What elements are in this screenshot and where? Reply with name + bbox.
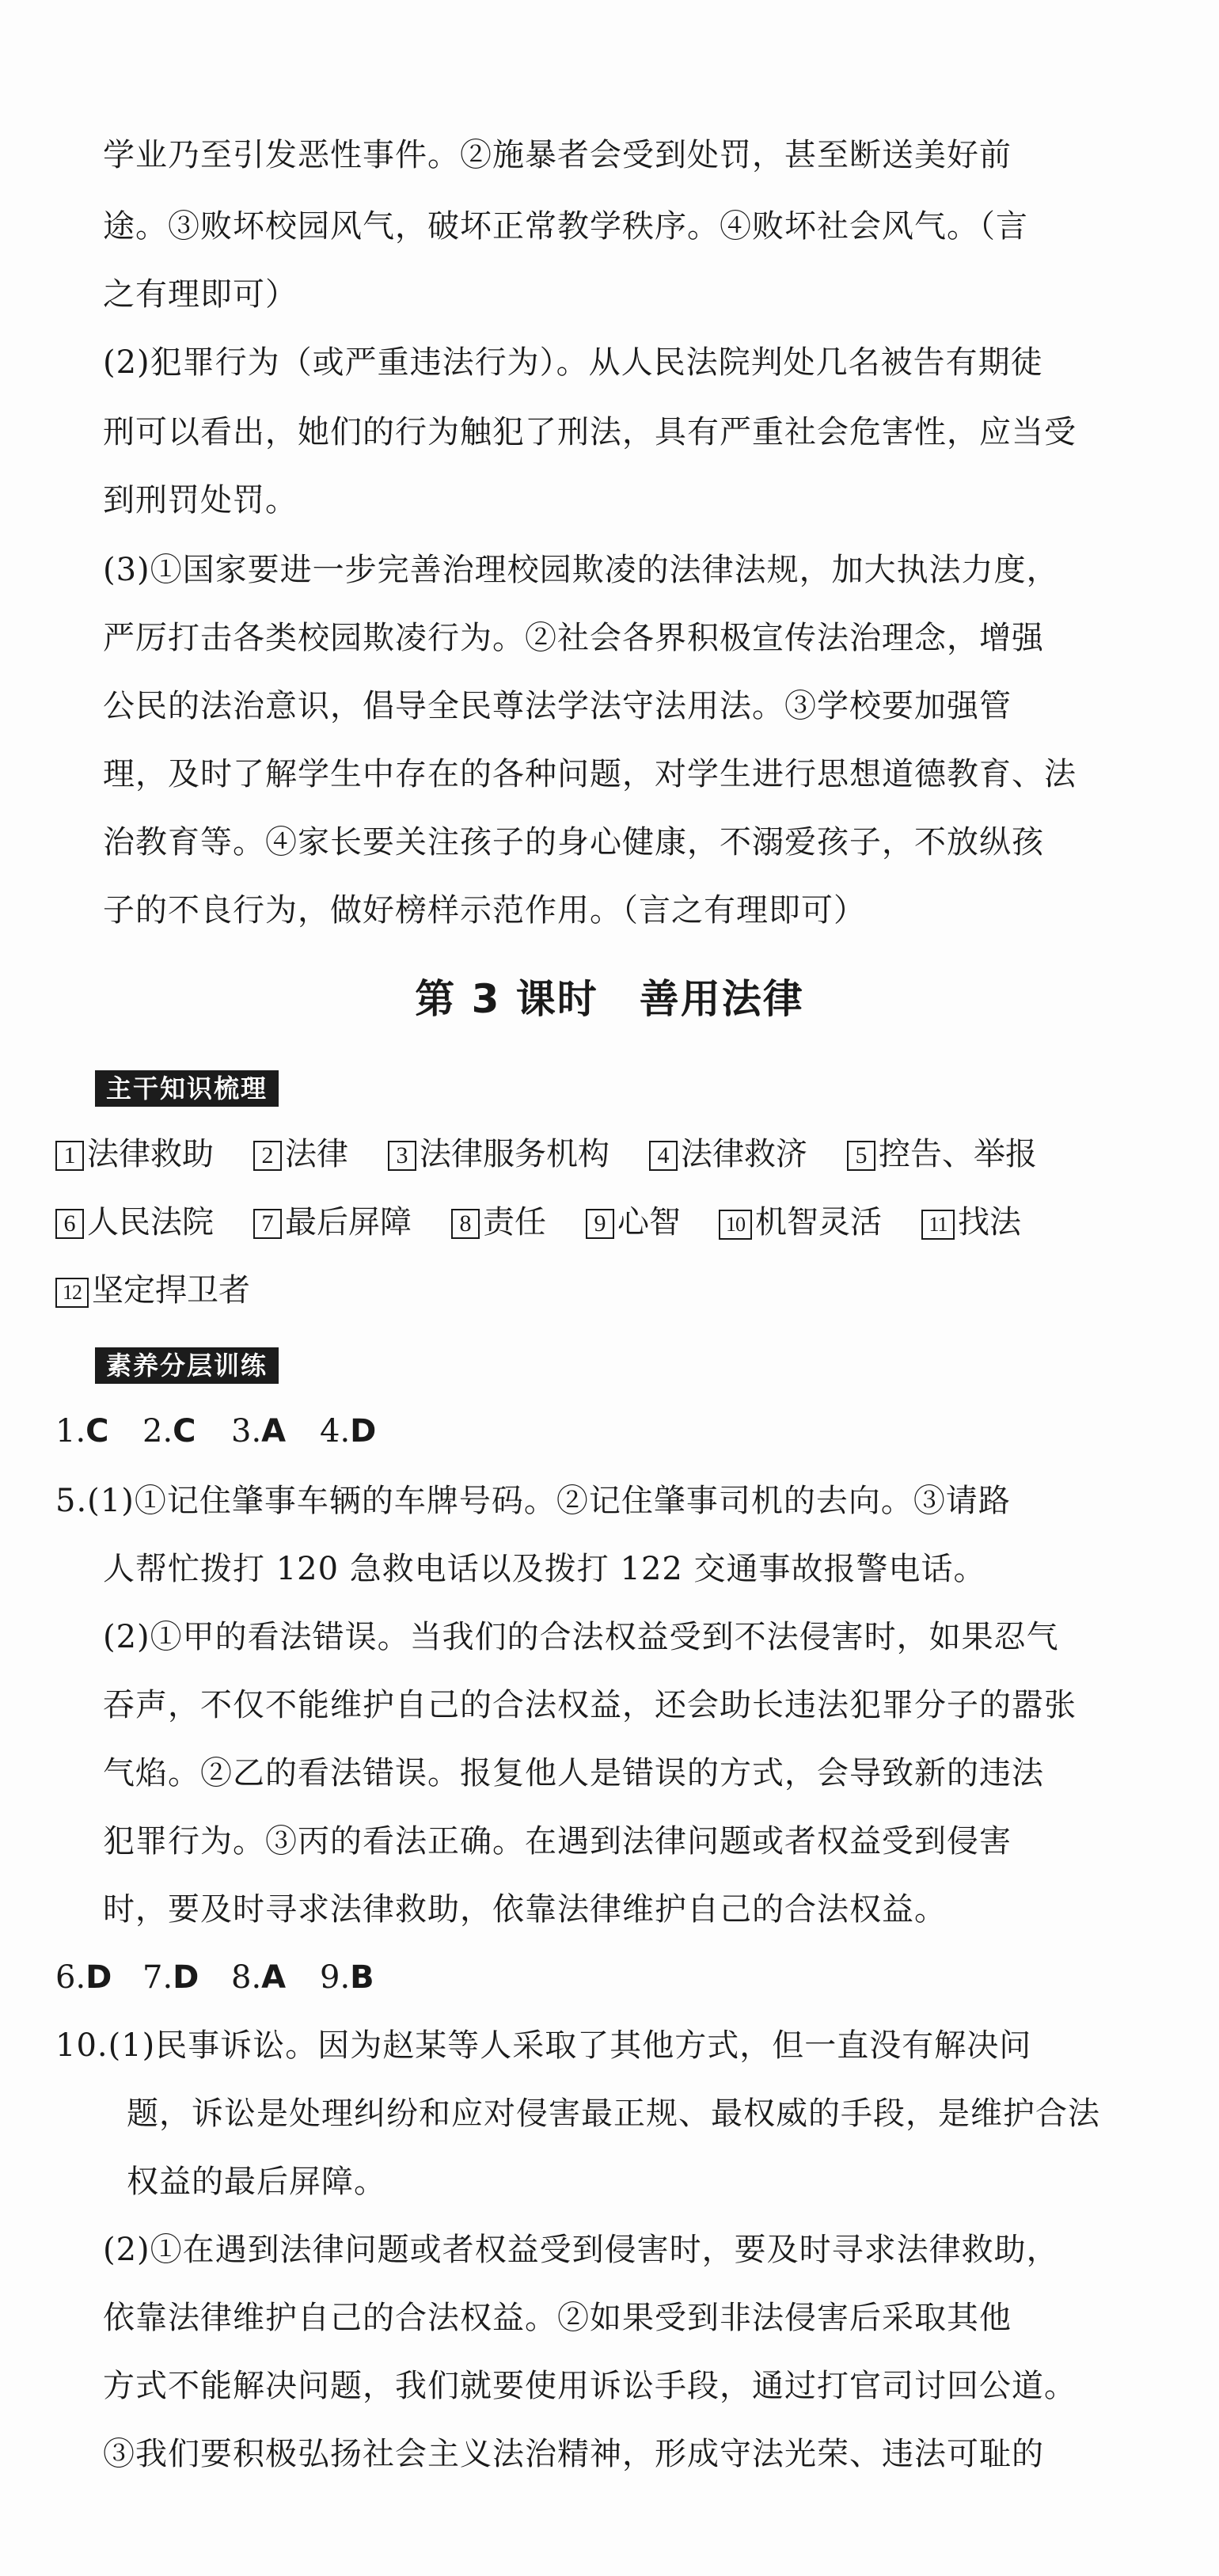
text-line: 气焰。②乙的看法错误。报复他人是错误的方式，会导致新的违法 (103, 1755, 1044, 1791)
text-line: (3)①国家要进一步完善治理校园欺凌的法律法规，加大执法力度， (103, 552, 1059, 588)
knowledge-item: 3 法律服务机构 (388, 1135, 610, 1173)
answer-item: 8.A (231, 1959, 287, 1996)
item-number: 6 (55, 1209, 84, 1239)
knowledge-item: 8 责任 (451, 1203, 546, 1241)
item-number: 5 (847, 1141, 875, 1171)
text-line: 公民的法治意识，倡导全民尊法学法守法用法。③学校要加强管 (103, 688, 1012, 724)
knowledge-item: 4 法律救济 (649, 1135, 807, 1173)
text-line: 10.(1)民事诉讼。因为赵某等人采取了其他方式，但一直没有解决问 (55, 2027, 1032, 2064)
text-line: 严厉打击各类校园欺凌行为。②社会各界积极宣传法治理念，增强 (103, 620, 1044, 656)
section-tag-training: 素养分层训练 (95, 1347, 279, 1384)
text-line: 刑可以看出，她们的行为触犯了刑法，具有严重社会危害性，应当受 (103, 414, 1077, 450)
item-number: 11 (921, 1210, 955, 1240)
item-number: 4 (649, 1141, 678, 1171)
text-line: 治教育等。④家长要关注孩子的身心健康，不溺爱孩子，不放纵孩 (103, 824, 1044, 861)
item-number: 2 (253, 1141, 282, 1171)
knowledge-item: 12 坚定捍卫者 (55, 1271, 250, 1309)
knowledge-item: 2 法律 (253, 1135, 348, 1173)
item-number: 12 (55, 1278, 89, 1308)
knowledge-item: 6 人民法院 (55, 1203, 214, 1241)
answer-item: 1.C (55, 1413, 109, 1449)
text-line: 时，要及时寻求法律救助，依靠法律维护自己的合法权益。 (103, 1891, 947, 1928)
answer-item: 4.D (320, 1413, 377, 1449)
knowledge-item: 9 心智 (586, 1203, 681, 1241)
item-number: 7 (253, 1209, 282, 1239)
text-line: (2)①甲的看法错误。当我们的合法权益受到不法侵害时，如果忍气 (103, 1619, 1059, 1655)
text-line: 犯罪行为。③丙的看法正确。在遇到法律问题或者权益受到侵害 (103, 1823, 1012, 1860)
answer-item: 3.A (231, 1413, 287, 1449)
item-number: 8 (451, 1209, 480, 1239)
item-number: 3 (388, 1141, 416, 1171)
answer-item: 7.D (142, 1959, 199, 1996)
text-line: 子的不良行为，做好榜样示范作用。（言之有理即可） (103, 892, 866, 929)
item-number: 10 (719, 1210, 752, 1240)
text-line: 题，诉讼是处理纠纷和应对侵害最正规、最权威的手段，是维护合法 (127, 2095, 1100, 2132)
answer-item: 6.D (55, 1959, 112, 1996)
text-line: ③我们要积极弘扬社会主义法治精神，形成守法光荣、违法可耻的 (103, 2436, 1044, 2472)
text-line: 权益的最后屏障。 (127, 2164, 386, 2200)
knowledge-item: 1 法律救助 (55, 1135, 214, 1173)
item-number: 1 (55, 1141, 84, 1171)
text-line: 理，及时了解学生中存在的各种问题，对学生进行思想道德教育、法 (103, 756, 1077, 792)
text-line: 到刑罚处罚。 (103, 482, 298, 519)
knowledge-item: 10 机智灵活 (719, 1203, 882, 1241)
text-line: 学业乃至引发恶性事件。②施暴者会受到处罚，甚至断送美好前 (103, 137, 1012, 173)
text-line: (2)犯罪行为（或严重违法行为）。从人民法院判处几名被告有期徒 (103, 344, 1043, 381)
text-line: 依靠法律维护自己的合法权益。②如果受到非法侵害后采取其他 (103, 2300, 1012, 2336)
text-line: (2)①在遇到法律问题或者权益受到侵害时，要及时寻求法律救助， (103, 2232, 1059, 2268)
text-line: 人帮忙拨打 120 急救电话以及拨打 122 交通事故报警电话。 (103, 1551, 986, 1587)
text-line: 之有理即可） (103, 276, 298, 313)
text-line: 5.(1)①记住肇事车辆的车牌号码。②记住肇事司机的去向。③请路 (55, 1483, 1011, 1519)
text-line: 方式不能解决问题，我们就要使用诉讼手段，通过打官司讨回公道。 (103, 2368, 1077, 2404)
knowledge-item: 5 控告、举报 (847, 1135, 1037, 1173)
item-number: 9 (586, 1209, 614, 1239)
knowledge-item: 7 最后屏障 (253, 1203, 412, 1241)
knowledge-item: 11 找法 (921, 1203, 1021, 1241)
section-tag-knowledge: 主干知识梳理 (95, 1070, 279, 1107)
answer-item: 2.C (142, 1413, 196, 1449)
text-line: 吞声，不仅不能维护自己的合法权益，还会助长违法犯罪分子的嚣张 (103, 1687, 1077, 1723)
answer-item: 9.B (320, 1959, 374, 1996)
text-line: 途。③败坏校园风气，破坏正常教学秩序。④败坏社会风气。（言 (103, 208, 1028, 245)
lesson-title: 第 3 课时 善用法律 (415, 976, 804, 1022)
